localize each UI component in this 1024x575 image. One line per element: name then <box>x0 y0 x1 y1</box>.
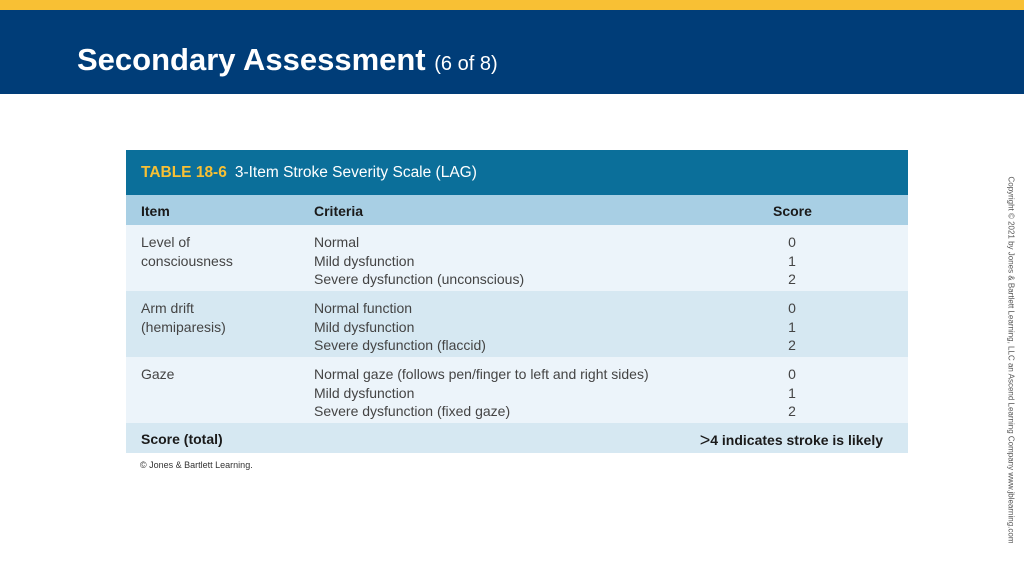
row-item <box>141 299 226 336</box>
header-item: Item <box>141 203 170 219</box>
score-value: 2 <box>788 271 796 287</box>
copyright-notice: Copyright © 2021 by Jones & Bartlett Learning, LLC an Ascend Learning Company www.jblearning.com <box>1006 176 1016 544</box>
criteria-line: Mild dysfunction <box>314 252 415 269</box>
table-row <box>126 291 908 357</box>
title-page-count: (6 of 8) <box>434 53 498 75</box>
score-value: 1 <box>788 318 796 335</box>
title-text: Secondary Assessment <box>77 42 426 77</box>
criteria-line: Normal gaze (follows pen/finger to left and right sides) <box>314 366 649 382</box>
score-value: 0 <box>788 234 796 250</box>
item-line: consciousness <box>141 252 233 269</box>
table-row <box>126 357 908 423</box>
header-criteria: Criteria <box>314 203 364 219</box>
row-item <box>141 233 233 270</box>
criteria-line: Severe dysfunction (flaccid) <box>314 337 486 353</box>
row-scores <box>773 365 811 421</box>
score-value: 1 <box>788 252 796 269</box>
item-line: Level of <box>141 234 191 250</box>
row-criteria <box>314 233 524 289</box>
footer-note <box>700 429 883 450</box>
footer-label: Score (total) <box>141 431 223 447</box>
row-scores <box>773 233 811 289</box>
criteria-line: Normal <box>314 234 360 250</box>
header-score: Score <box>773 203 812 219</box>
table-caption: 3-Item Stroke Severity Scale (LAG) <box>234 163 477 181</box>
criteria-line: Severe dysfunction (unconscious) <box>314 271 525 287</box>
score-value: 1 <box>788 384 796 401</box>
score-value: 2 <box>788 337 796 353</box>
footer-note-text: 4 indicates stroke is likely <box>710 432 883 448</box>
table-source: © Jones & Bartlett Learning. <box>140 460 253 470</box>
table-title-bar <box>126 150 908 195</box>
score-value: 0 <box>788 300 796 316</box>
criteria-line: Normal function <box>314 300 413 316</box>
table-footer-row <box>126 423 908 453</box>
row-scores <box>773 299 811 355</box>
item-line: Gaze <box>141 366 175 382</box>
greater-than-symbol: > <box>699 430 711 450</box>
row-criteria <box>314 299 486 355</box>
score-value: 0 <box>788 366 796 382</box>
table-row <box>126 225 908 291</box>
stroke-severity-table <box>126 150 908 453</box>
item-line: (hemiparesis) <box>141 318 226 335</box>
criteria-line: Mild dysfunction <box>314 384 415 401</box>
table-number: TABLE 18-6 <box>141 163 227 181</box>
score-value: 2 <box>788 403 796 419</box>
criteria-line: Mild dysfunction <box>314 318 415 335</box>
slide-title <box>77 41 498 78</box>
item-line: Arm drift <box>141 300 194 316</box>
slide-header <box>0 10 1024 94</box>
row-item <box>141 365 174 384</box>
row-criteria <box>314 365 649 421</box>
table-header-row <box>126 195 908 225</box>
accent-bar <box>0 0 1024 10</box>
criteria-line: Severe dysfunction (fixed gaze) <box>314 403 511 419</box>
